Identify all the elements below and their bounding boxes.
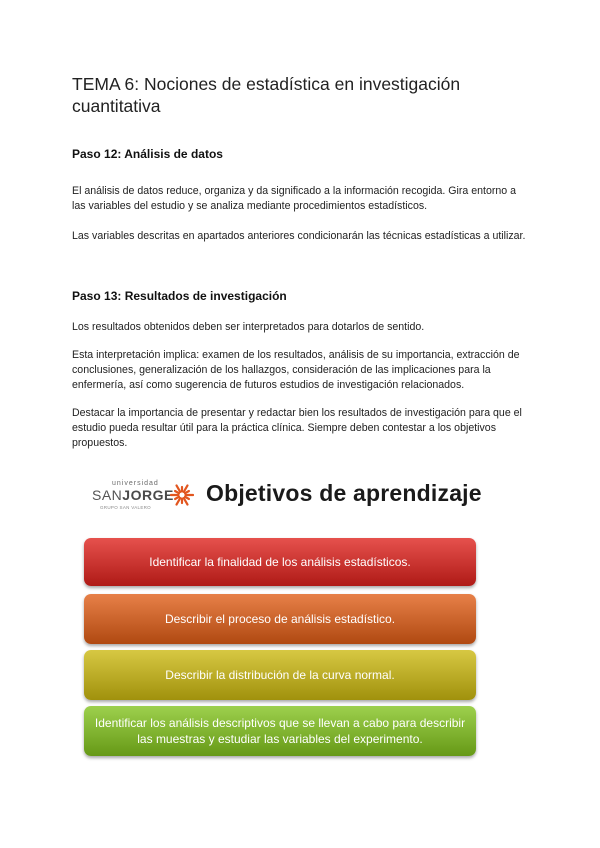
star-ray	[185, 497, 189, 499]
objective-item	[84, 538, 476, 586]
star-ray	[175, 497, 179, 499]
university-logo	[92, 478, 192, 518]
star-burst-icon	[170, 483, 194, 507]
paragraph: Las variables descritas en apartados anteriores condicionarán las técnicas estadísticas a utilizar.	[72, 230, 526, 242]
learning-objectives-slide	[72, 468, 528, 768]
star-ray	[175, 491, 179, 493]
objective-text: Describir la distribución de la curva normal.	[165, 668, 395, 682]
objective-text: Identificar los análisis descriptivos que se llevan a cabo para describir las muestras y estudiar las variables del experimento.	[94, 716, 466, 746]
section-heading-paso-12: Paso 12: Análisis de datos	[72, 147, 223, 161]
logo-main-text: SANJORGE	[92, 487, 174, 503]
paragraph: Esta interpretación implica: examen de los resultados, análisis de su importancia, extracción de conclusiones, generalización de los hallazgos, consideración de las implicaciones para la enfermería, así como sugerencia de futuros estudios de investigación relacionados.	[72, 349, 520, 391]
objective-item	[84, 650, 476, 700]
page-title: TEMA 6: Nociones de estadística en investigación cuantitativa	[72, 74, 461, 116]
objective-item	[84, 706, 476, 756]
objective-item	[84, 594, 476, 644]
objective-text: Describir el proceso de análisis estadístico.	[164, 612, 396, 626]
logo-sub-text: GRUPO SAN VALERO	[100, 505, 151, 510]
slide-title: Objetivos de aprendizaje	[206, 480, 482, 506]
paragraph: El análisis de datos reduce, organiza y da significado a la información recogida. Gira entorno a las variables del estudio y se analiza mediante procedimientos estadísticos.	[72, 185, 517, 212]
paragraph: Destacar la importancia de presentar y redactar bien los resultados de investigación para que el estudio pueda resultar útil para la práctica clínica. Siempre deben contestar a los objetivos propuestos.	[72, 407, 522, 449]
star-ray	[185, 491, 189, 493]
paragraph: Los resultados obtenidos deben ser interpretados para dotarlos de sentido.	[72, 321, 425, 333]
section-heading-paso-13: Paso 13: Resultados de investigación	[72, 289, 287, 303]
logo-top-text: universidad	[112, 480, 159, 487]
objective-text: Identificar la finalidad de los análisis estadísticos.	[149, 555, 411, 569]
